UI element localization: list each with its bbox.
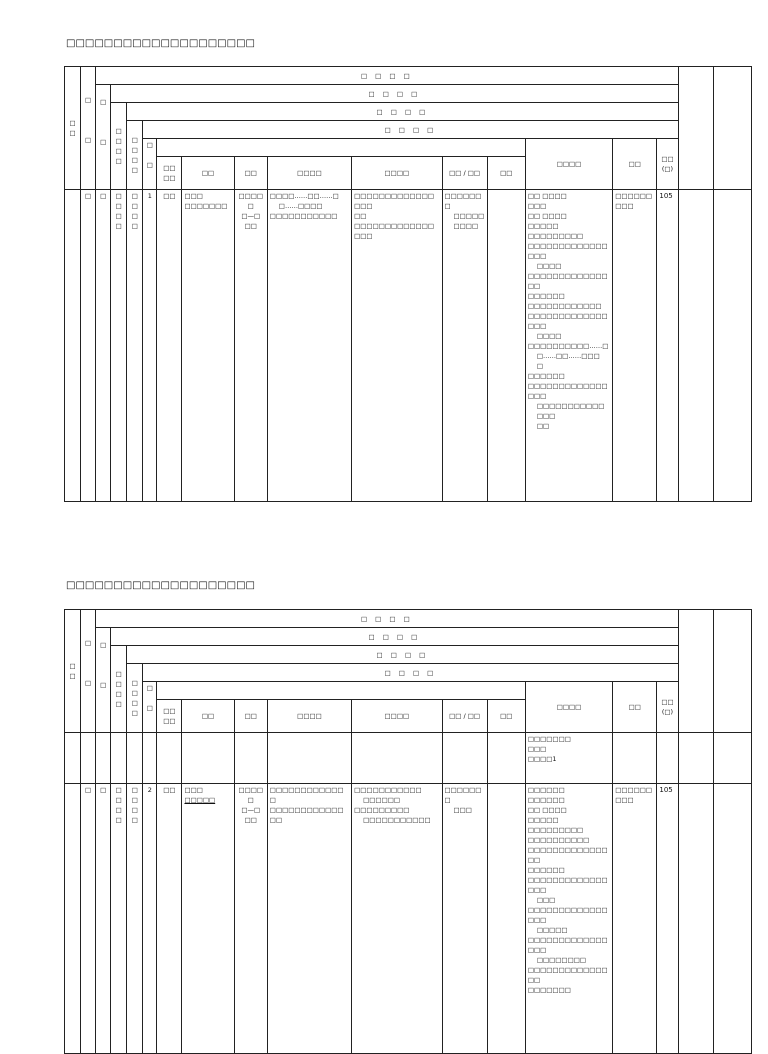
header-blank [157, 682, 526, 700]
row-cell: □□□□□□□ □□□ [442, 784, 487, 1054]
row-cell: □ [96, 784, 111, 1054]
header-band: □ □ □ □ [143, 664, 678, 682]
header-cell: □□□□ [352, 700, 442, 733]
header-cell: □ □ [96, 628, 111, 733]
blank-cell [713, 610, 751, 733]
header-cell: □ □ [96, 85, 111, 190]
schedule-table-2 [64, 609, 752, 1054]
row-cell: □□ □□ [127, 190, 143, 502]
blank-cell [678, 610, 713, 733]
blank-cell [678, 190, 713, 502]
schedule-table-1 [64, 66, 752, 502]
table-row [65, 733, 752, 784]
header-cell: □ □ [81, 610, 96, 733]
row-cell: □□□□□ □—□ □□ [234, 784, 267, 1054]
row-cell: □□□□□□□ □□□□□ □□□□ [442, 190, 487, 502]
table-row [65, 784, 752, 1054]
header-blank [157, 139, 526, 157]
header-cell: □□ □□ [111, 103, 127, 190]
header-cell: □□ □□ [127, 121, 143, 190]
row-cell: □□□ □□□□□ [182, 784, 234, 1054]
blank-cell [713, 784, 751, 1054]
header-cell: □□ [234, 700, 267, 733]
header-cell: □□ □□ [127, 664, 143, 733]
row-cell: □□ [157, 190, 182, 502]
header-cell: □□ [613, 682, 657, 733]
header-cell: □□ □□ [111, 646, 127, 733]
row-cell: □□ □□□□ □□□ □□ □□□□ □□□□□ □□□□□□□□□ □□□□□□□□□□□□□□□□ □□□□ □□□□□□□□□□□□□□□ □□□□□□ □□□□□□□□□□□□ □□□□□□□□□□□□□□□□ □□□□ □□□□□□□□□□……□ □……□□……□□□ □ □□□□□□ □□□□□□□□□□□□□□□□ □□□□□□□□□□□□□□ □□ [525, 190, 612, 502]
row-cell: □ [96, 190, 111, 502]
row-number: 2 [143, 784, 157, 1054]
header-band: □ □ □ □ [127, 646, 678, 664]
table-row [65, 190, 752, 502]
blank-cell [678, 784, 713, 1054]
row-number: 1 [143, 190, 157, 502]
table-title-2: □□□□□□□□□□□□□□□□□□□□ [66, 580, 255, 591]
header-cell: □□ [487, 157, 525, 190]
row-cell: □□□□□□ □□□ [613, 784, 657, 1054]
header-cell: □□ (□) [657, 682, 678, 733]
header-cell: □□□□ [525, 139, 612, 190]
header-cell: □ □ [65, 610, 81, 733]
header-cell: □□□□ [267, 700, 351, 733]
blank-cell [678, 67, 713, 190]
row-cell: □□□□□ □—□ □□ [234, 190, 267, 502]
row-cell: □□□□□□ □□□□□□ □□ □□□□ □□□□□ □□□□□□□□□ □□□□□□□□□□ □□□□□□□□□□□□□□□ □□□□□□ □□□□□□□□□□□□□□□□ □□□ □□□□□□□□□□□□□□□□ □□□□□ □□□□□□□□□□□□□□□□ □□□□□□□□ □□□□□□□□□□□□□□□ □□□□□□□ [525, 784, 612, 1054]
blank-cell [713, 190, 751, 502]
blank-cell [487, 190, 525, 502]
header-cell: □ □ [143, 682, 157, 733]
header-band: □ □ □ □ [96, 610, 678, 628]
row-cell: □□ □□ [111, 190, 127, 502]
row-cell: □□□□□□□□□□□ □□□□□□ □□□□□□□□□ □□□□□□□□□□□ [352, 784, 442, 1054]
header-band: □ □ □ □ [96, 67, 678, 85]
row-cell: □ [81, 784, 96, 1054]
row-cell: □□□□□□□□□□□□□□□□ □□ □□□□□□□□□□□□□□□□ [352, 190, 442, 502]
header-cell: □□ □□ [157, 700, 182, 733]
blank-cell [487, 784, 525, 1054]
header-cell: □ □ [81, 67, 96, 190]
blank-cell [65, 784, 81, 1054]
table-title-1: □□□□□□□□□□□□□□□□□□□□ [66, 38, 255, 49]
row-cell: □□□ □□□□□□□ [182, 190, 234, 502]
row-cell: □□□□□□□□□□□□□ □□□□□□□□□□□□□□ [267, 784, 351, 1054]
row-cell: □□ [157, 784, 182, 1054]
blank-cell [713, 67, 751, 190]
row-cell: □□□□……□□……□ □……□□□□ □□□□□□□□□□□ [267, 190, 351, 502]
header-band: □ □ □ □ [143, 121, 678, 139]
header-cell: □ □ [65, 67, 81, 190]
header-band: □ □ □ □ [111, 85, 678, 103]
header-cell: □□ / □□ [442, 700, 487, 733]
blank-cell [65, 190, 81, 502]
row-cell: □□ □□ [127, 784, 143, 1054]
row-cell: □ [81, 190, 96, 502]
header-cell: □□ [613, 139, 657, 190]
header-cell: □□ [182, 157, 234, 190]
row-cell: □□ □□ [111, 784, 127, 1054]
header-cell: □□ □□ [157, 157, 182, 190]
header-cell: □□□□ [267, 157, 351, 190]
row-cell: □□□□□□ □□□ [613, 190, 657, 502]
header-cell: □□ [487, 700, 525, 733]
header-band: □ □ □ □ [111, 628, 678, 646]
header-band: □ □ □ □ [127, 103, 678, 121]
header-cell: □□ [182, 700, 234, 733]
row-score: 105 [657, 190, 678, 502]
header-cell: □□ (□) [657, 139, 678, 190]
row-score: 105 [657, 784, 678, 1054]
header-cell: □□□□ [352, 157, 442, 190]
header-cell: □□□□ [525, 682, 612, 733]
row-cell: □□□□□□□ □□□ □□□□1 [525, 733, 612, 784]
header-cell: □□ [234, 157, 267, 190]
header-cell: □ □ [143, 139, 157, 190]
header-cell: □□ / □□ [442, 157, 487, 190]
